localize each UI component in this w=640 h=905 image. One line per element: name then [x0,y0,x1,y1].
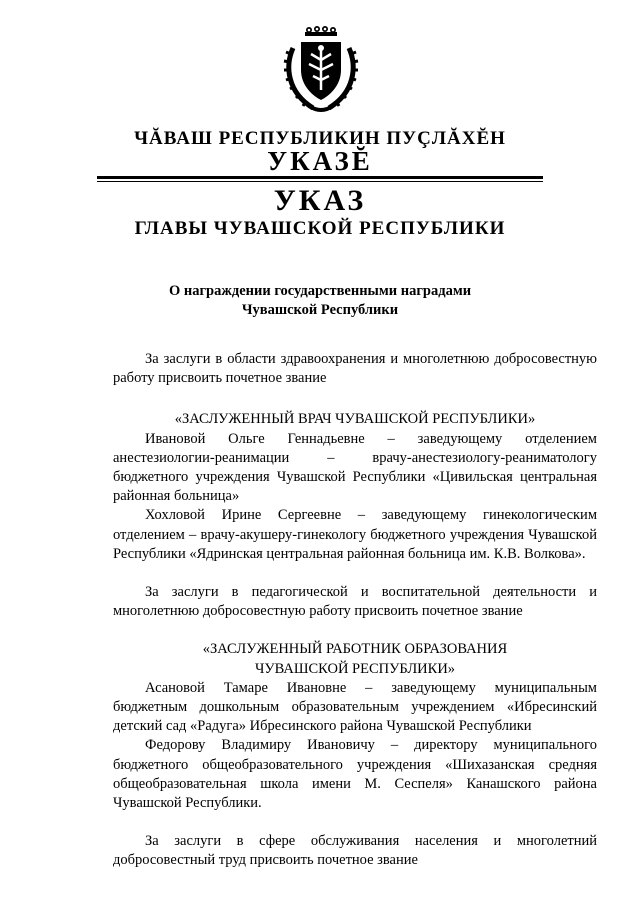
chuvash-republic-emblem [283,26,359,116]
decree-body [113,350,597,871]
section2-intro: За заслуги в педагогической и воспитательной деятельности и многолетнюю добросовестную работу присвоить почетное звание [113,584,597,620]
section1-awardee-2: Хохловой Ирине Сергеевне – заведующему гинекологическим отделением – врачу-акушеру-гинекологу бюджетного учреждения Чувашской Республики «Ядринская центральная районная больница им. К.В. Волкова». [113,507,597,562]
header-ukaz: УКАЗ [273,184,367,217]
header-chuvash-title: ЧĂВАШ РЕСПУБЛИКИН ПУÇЛĂХĔН [134,128,506,149]
section2-awardee-1: Асановой Тамаре Ивановне – заведующему муниципальным бюджетным дошкольным образовательным учреждением «Ибресинский детский сад «Радуга» Ибресинского района Чувашской Республики [113,679,597,735]
section1-awardee-1: Ивановой Ольге Геннадьевне – заведующему отделением анестезиологии-реанимации – врачу-анестезиологу-реаниматологу бюджетного учреждения Чувашской Республики «Цивильская центральная районная больница» [113,430,597,505]
section1-title: «ЗАСЛУЖЕННЫЙ ВРАЧ ЧУВАШСКОЙ РЕСПУБЛИКИ» [174,411,536,428]
subject-line-1: О награждении государственными наградами [168,283,472,299]
header-glavy: ГЛАВЫ ЧУВАШСКОЙ РЕСПУБЛИКИ [134,218,506,239]
header-ukaze: УКАЗĔ [267,146,373,176]
section1-intro: За заслуги в области здравоохранения и многолетнюю добросовестную работу присвоить почетное звание [113,351,597,387]
section2-awardee-2: Федорову Владимиру Ивановичу – директору муниципального бюджетного общеобразовательного учреждения «Шихазанская средняя общеобразовательная школа имени М. Сеспеля» Канашского района Чувашской Республики. [113,737,597,812]
subject-line-2: Чувашской Республики [241,302,399,318]
decree-subject [0,282,640,320]
section3-intro: За заслуги в сфере обслуживания населения и многолетний добросовестный труд присвоить почетное звание [113,833,597,869]
header-divider-thick [97,176,543,179]
section2-title-line-1: «ЗАСЛУЖЕННЫЙ РАБОТНИК ОБРАЗОВАНИЯ [202,641,508,658]
section2-title-line-2: ЧУВАШСКОЙ РЕСПУБЛИКИ» [254,660,456,677]
header-divider-thin [97,181,543,182]
